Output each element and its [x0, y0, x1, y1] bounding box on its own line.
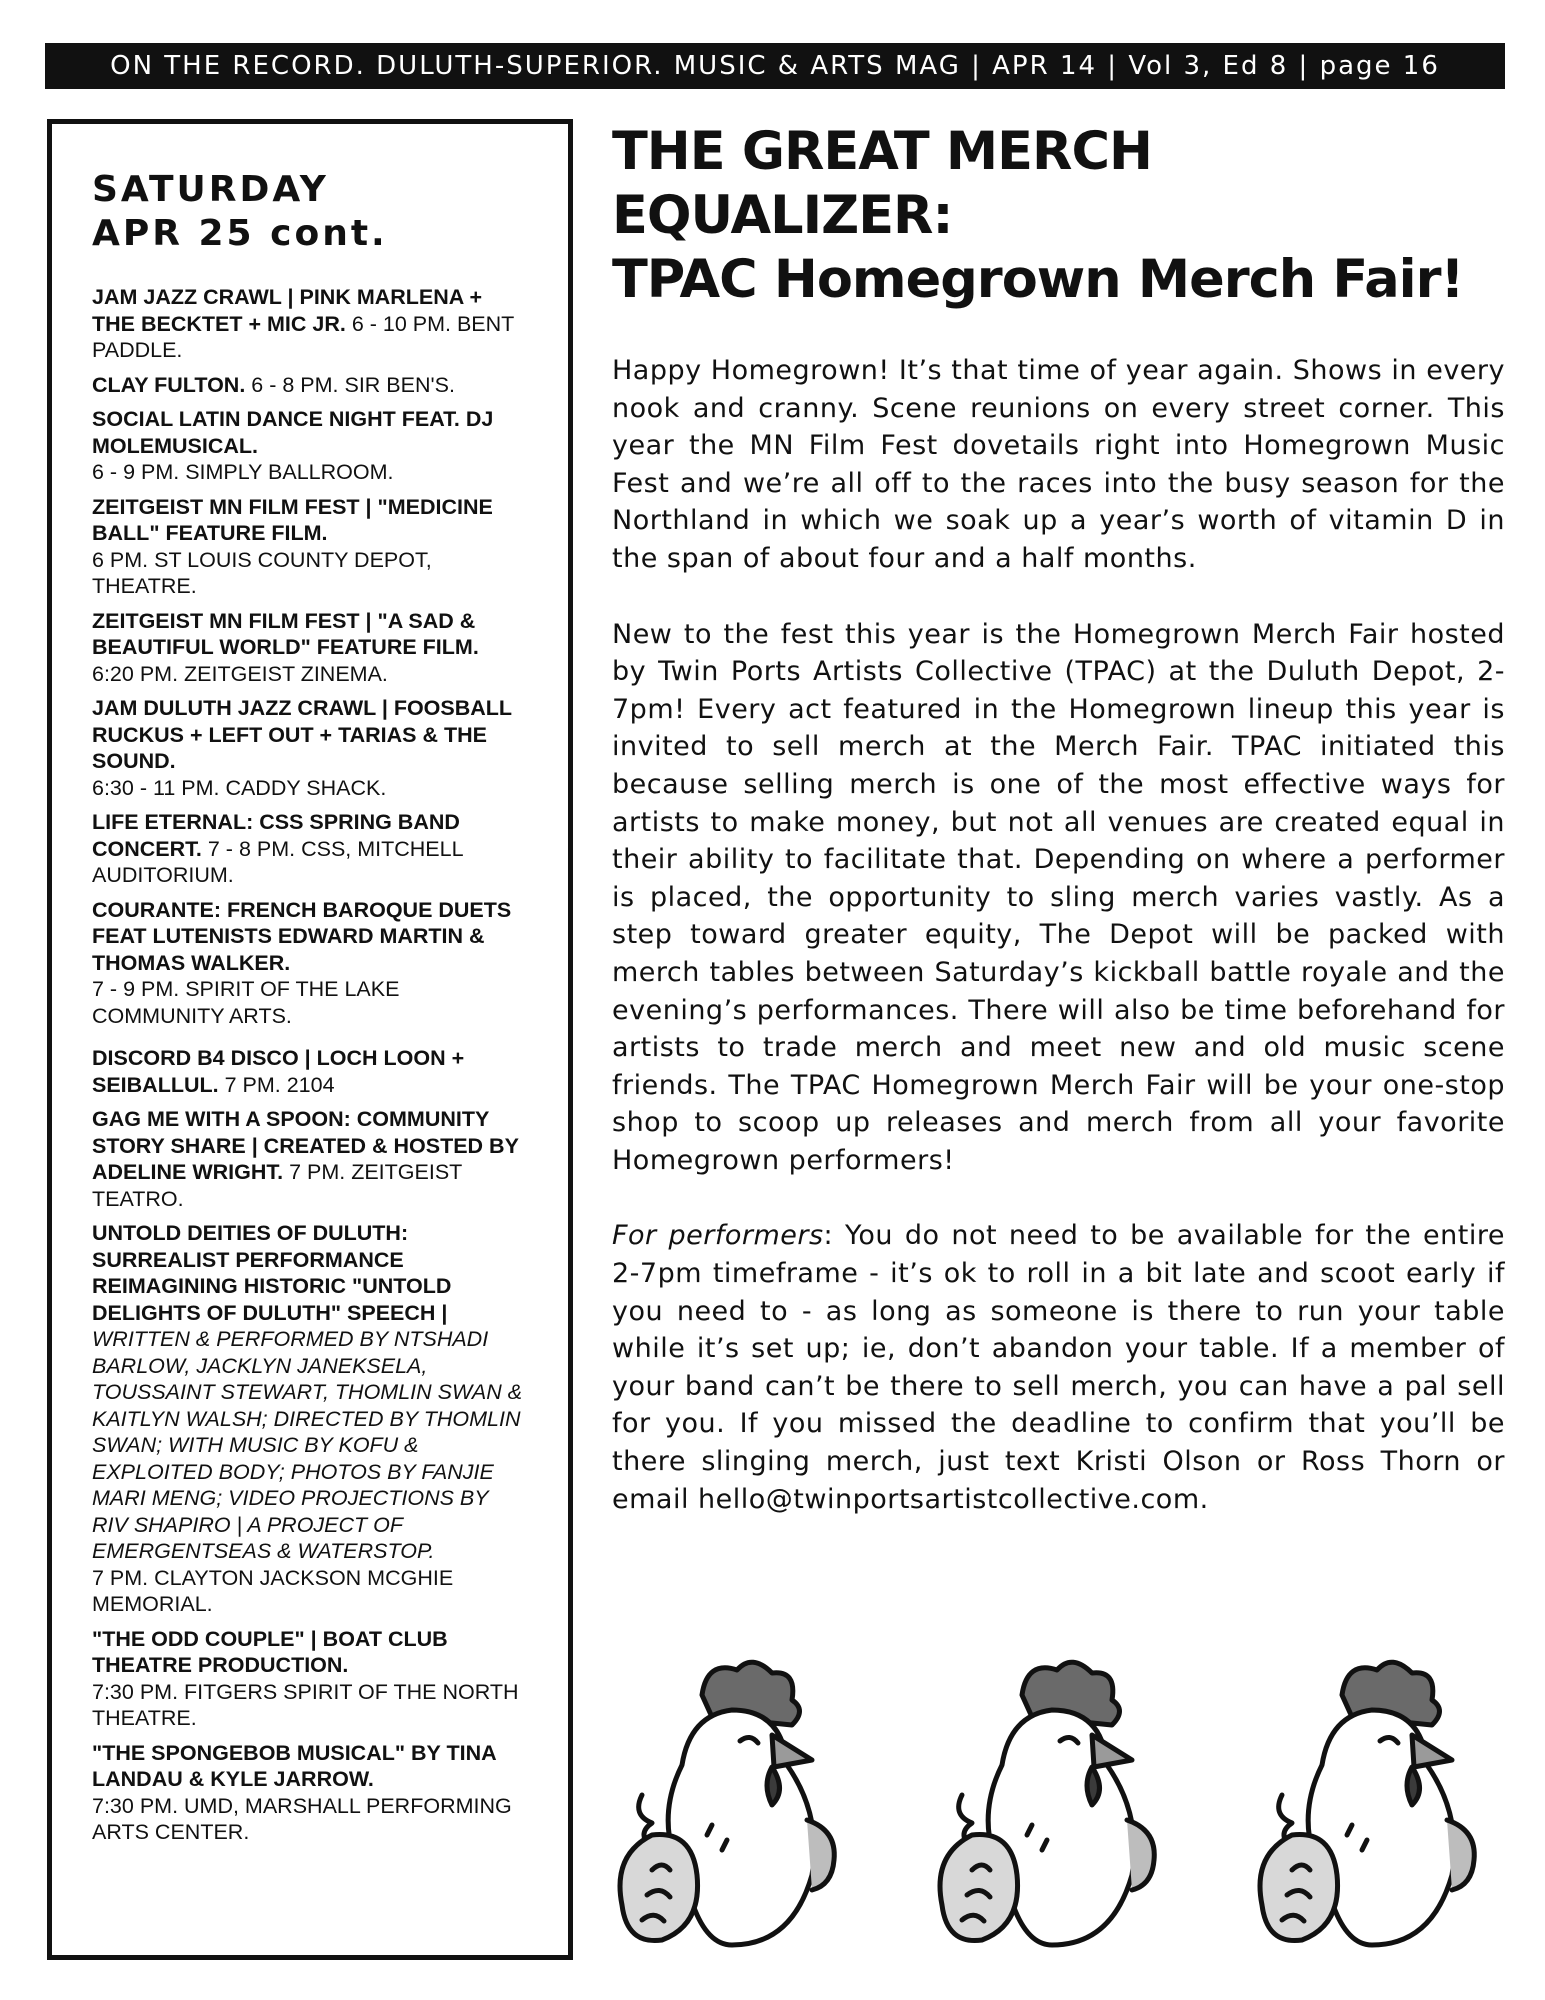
- event-listing: [92, 1740, 528, 1846]
- event-listing: [92, 1626, 528, 1732]
- event-listing: [92, 494, 528, 600]
- day-heading-line1: SATURDAY: [92, 169, 329, 210]
- event-listing: [92, 284, 528, 364]
- event-title: "THE ODD COUPLE" | BOAT CLUB THEATRE PRODUCTION.: [92, 1626, 448, 1677]
- event-details: 7 - 9 PM. SPIRIT OF THE LAKE COMMUNITY ARTS.: [92, 977, 400, 1028]
- masthead-text: ON THE RECORD. DULUTH-SUPERIOR. MUSIC & ARTS MAG | APR 14 | Vol 3, Ed 8 | page 16: [110, 51, 1440, 81]
- article-title-line2: TPAC Homegrown Merch Fair!: [612, 249, 1464, 310]
- event-details: 7 PM. 2104: [218, 1072, 335, 1097]
- event-listing: [92, 897, 528, 1030]
- event-title: UNTOLD DEITIES OF DULUTH: SURREALIST PERFORMANCE REIMAGINING HISTORIC "UNTOLD DELIGHTS OF DULUTH" SPEECH |: [92, 1221, 452, 1325]
- event-listing: [92, 1045, 528, 1098]
- chicken-illustrations: [612, 1655, 1505, 1955]
- article-title-line1: THE GREAT MERCH EQUALIZER:: [612, 121, 1152, 246]
- event-listing: [92, 372, 528, 399]
- event-title: "THE SPONGEBOB MUSICAL" BY TINA LANDAU & KYLE JARROW.: [92, 1740, 496, 1791]
- day-heading: [92, 168, 528, 256]
- article-title: [612, 120, 1505, 312]
- event-title: SOCIAL LATIN DANCE NIGHT FEAT. DJ MOLEMUSICAL.: [92, 407, 494, 458]
- article-body: [612, 352, 1505, 1518]
- event-listing: [92, 1106, 528, 1212]
- event-title: GAG ME WITH A SPOON: COMMUNITY STORY SHARE | CREATED & HOSTED BY ADELINE WRIGHT.: [92, 1107, 519, 1184]
- event-details: 7 PM. ZEITGEIST TEATRO.: [92, 1160, 462, 1211]
- event-title: ZEITGEIST MN FILM FEST | "A SAD & BEAUTIFUL WORLD" FEATURE FILM.: [92, 608, 479, 659]
- masthead-bar: [45, 43, 1505, 89]
- article-paragraph-intro: Happy Homegrown! It’s that time of year again. Shows in every nook and cranny. Scene reunions on every street corner. This year the MN Film Fest dovetails right into Homegrown Music Fest and we’re all off to the races into the busy season for the Northland in which we soak up a year’s worth of vitamin D in the span of about four and a half months.: [612, 355, 1505, 574]
- event-details: 6:20 PM. ZEITGEIST ZINEMA.: [92, 661, 388, 686]
- day-heading-line2: APR 25 cont.: [92, 213, 388, 254]
- performers-lead: For performers: [612, 1220, 824, 1252]
- event-listing: [92, 406, 528, 486]
- event-title: DISCORD B4 DISCO | LOCH LOON + SEIBALLUL.: [92, 1046, 465, 1097]
- event-title: ZEITGEIST MN FILM FEST | "MEDICINE BALL" FEATURE FILM.: [92, 494, 493, 545]
- event-title: COURANTE: FRENCH BAROQUE DUETS FEAT LUTENISTS EDWARD MARTIN & THOMAS WALKER.: [92, 897, 512, 975]
- chicken-illustration-icon: [932, 1655, 1172, 1955]
- article: [612, 120, 1505, 1556]
- chicken-illustration-icon: [612, 1655, 852, 1955]
- event-title: CLAY FULTON.: [92, 372, 246, 397]
- event-listing: [92, 695, 528, 801]
- event-title: JAM DULUTH JAZZ CRAWL | FOOSBALL RUCKUS + LEFT OUT + TARIAS & THE SOUND.: [92, 696, 512, 773]
- event-listings-sidebar: [47, 119, 573, 1960]
- event-details: 7 PM. CLAYTON JACKSON MCGHIE MEMORIAL.: [92, 1565, 454, 1616]
- article-paragraph-merch-fair: New to the fest this year is the Homegrown Merch Fair hosted by Twin Ports Artists Collective (TPAC) at the Duluth Depot, 2-7pm! Every act featured in the Homegrown lineup this year is invited to sell merch at the Merch Fair. TPAC initiated this because selling merch is one of the most effective ways for artists to make money, but not all venues are created equal in their ability to facilitate that. Depending on where a performer is placed, the opportunity to sling merch varies vastly. As a step toward greater equity, The Depot will be packed with merch tables between Saturday’s kickball battle royale and the evening’s performances. There will also be time beforehand for artists to trade merch and meet new and old music scene friends. The TPAC Homegrown Merch Fair will be your one-stop shop to scoop up releases and merch from all your favorite Homegrown performers!: [612, 618, 1505, 1176]
- article-paragraph-performers: [612, 1217, 1505, 1518]
- event-listing: [92, 608, 528, 688]
- event-details: 6 PM. ST LOUIS COUNTY DEPOT, THEATRE.: [92, 547, 432, 598]
- performers-text: : You do not need to be available for the entire 2-7pm timeframe - it’s ok to roll in a bit late and scoot early if you need to - as long as someone is there to run your table while it’s set up; ie, don’t abandon your table. If a member of your band can’t be there to sell merch, you can have a pal sell for you. If you missed the deadline to confirm that you’ll be there slinging merch, just text Kristi Olson or Ross Thorn or email hello@twinportsartistcollective.com.: [612, 1220, 1505, 1515]
- chicken-illustration-icon: [1252, 1655, 1492, 1955]
- event-title: JAM JAZZ CRAWL | PINK MARLENA + THE BECKTET + MIC JR.: [92, 285, 483, 336]
- event-details: 7 - 8 PM. CSS, MITCHELL AUDITORIUM.: [92, 836, 463, 887]
- event-details: 6 - 9 PM. SIMPLY BALLROOM.: [92, 460, 394, 484]
- event-details: 6 - 10 PM. BENT PADDLE.: [92, 311, 514, 362]
- event-listing: [92, 809, 528, 889]
- event-details: 6 - 8 PM. SIR BEN'S.: [245, 372, 455, 397]
- event-details: 7:30 PM. FITGERS SPIRIT OF THE NORTH THEATRE.: [92, 1679, 519, 1730]
- event-details: 7:30 PM. UMD, MARSHALL PERFORMING ARTS CENTER.: [92, 1793, 512, 1844]
- event-listing: [92, 1220, 528, 1618]
- event-credits: WRITTEN & PERFORMED BY NTSHADI BARLOW, JACKLYN JANEKSELA, TOUSSAINT STEWART, THOMLIN SWAN & KAITLYN WALSH; DIRECTED BY THOMLIN SWAN; WITH MUSIC BY KOFU & EXPLOITED BODY; PHOTOS BY FANJIE MARI MENG; VIDEO PROJECTIONS BY RIV SHAPIRO | A PROJECT OF EMERGENTSEAS & WATERSTOP.: [92, 1327, 523, 1563]
- event-details: 6:30 - 11 PM. CADDY SHACK.: [92, 775, 387, 800]
- event-title: LIFE ETERNAL: CSS SPRING BAND CONCERT.: [92, 810, 460, 861]
